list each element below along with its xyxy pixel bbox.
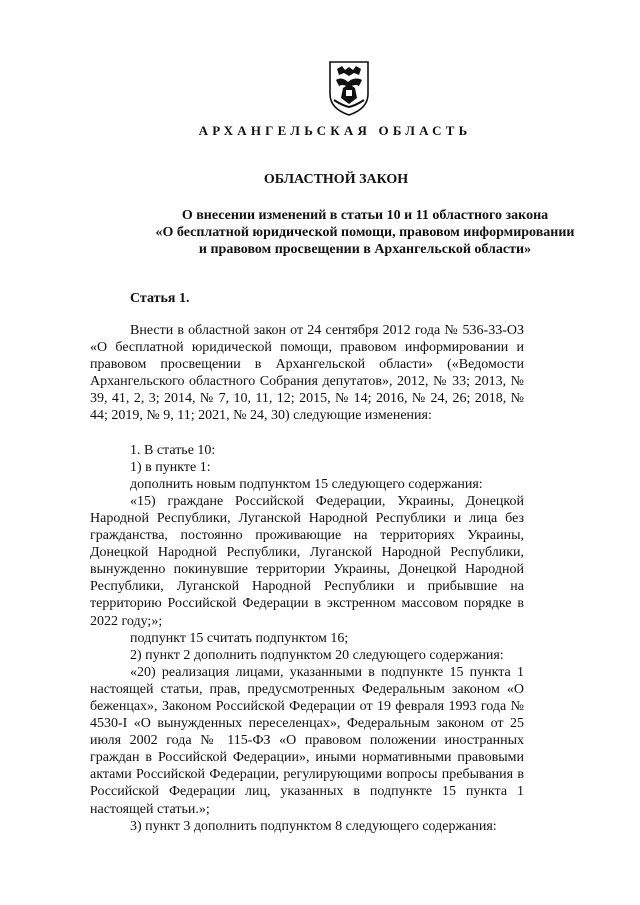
paragraph: 1. В статье 10: [130, 442, 216, 458]
article-body [90, 322, 524, 835]
paragraph: дополнить новым подпунктом 15 следующего содержания: [130, 476, 483, 492]
region-heading: АРХАНГЕЛЬСКАЯ ОБЛАСТЬ [198, 123, 472, 138]
paragraph: «15) граждане Российской Федерации, Украины, Донецкой Народной Республики, Луганской Народной Республики и лица без гражданства, постоянно проживающие на территориях Украины, Донецкой Народной Республики, Луганской Народной Республики, вынужденно покинувшие территории Украины, Донецкой Народной Республики, Луганской Народной Республики и прибывшие на территорию Российской Федерации в экстренном массовом порядке в 2022 году;»; [90, 493, 524, 629]
paragraph: подпункт 15 считать подпунктом 16; [130, 630, 349, 646]
law-type-heading: ОБЛАСТНОЙ ЗАКОН [263, 172, 409, 187]
paragraph: 1) в пункте 1: [130, 459, 211, 475]
law-title [85, 207, 640, 258]
law-title-line: О внесении изменений в статьи 10 и 11 областного закона [181, 208, 549, 223]
paragraph: Внести в областной закон от 24 сентября 2012 года № 536-33-ОЗ «О бесплатной юридической помощи, правовом информировании и правовом просвещении в Архангельской области» («Ведомости Архангельского областного Собрания депутатов», 2012, № 33; 2013, № 39, 41, 2, 3; 2014, № 7, 10, 11, 12; 2015, № 14; 2016, № 24, 26; 2018, № 44; 2019, № 9, 11; 2021, № 24, 30) следующие изменения: [90, 323, 524, 424]
paragraph: «20) реализация лицами, указанными в подпункте 15 пункта 1 настоящей статьи, прав, предусмотренных Федеральным законом «О беженцах», Законом Российской Федерации от 19 февраля 1993 года № 4530-I «О вынужденных переселенцах», Федеральным законом от 25 июля 2002 года № 115-ФЗ «О правовом положении иностранных граждан в Российской Федерации», иными нормативными правовыми актами Российской Федерации, регулирующими вопросы пребывания в Российской Федерации лиц, указанных в подпункте 15 пункта 1 настоящей статьи.»; [90, 664, 524, 817]
article-heading: Статья 1. [130, 291, 190, 306]
law-title-line: «О бесплатной юридической помощи, правовом информировании [155, 225, 575, 240]
paragraph: 2) пункт 2 дополнить подпунктом 20 следующего содержания: [130, 647, 504, 663]
coat-of-arms-icon [326, 60, 372, 116]
law-title-line: и правовом просвещении в Архангельской области» [198, 242, 532, 257]
paragraph: 3) пункт 3 дополнить подпунктом 8 следующего содержания: [130, 818, 497, 834]
